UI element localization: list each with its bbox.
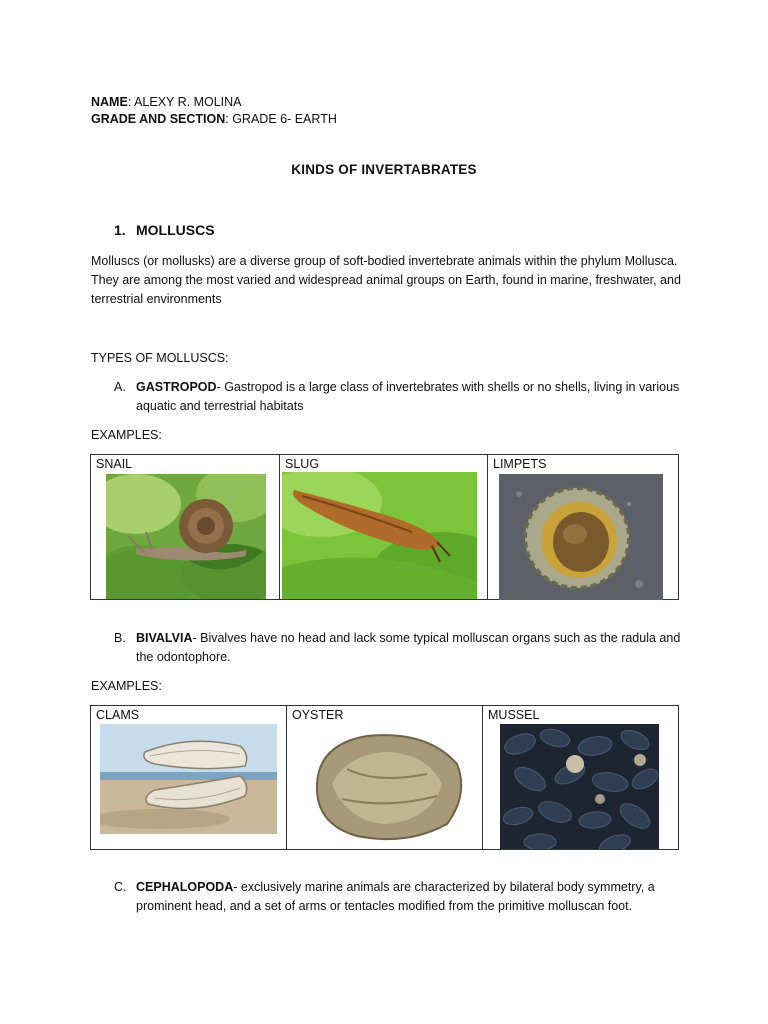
example-label: CLAMS: [96, 708, 140, 722]
oyster-image: [297, 724, 470, 848]
example-cell-limpets: [488, 455, 679, 600]
mussel-image: [500, 724, 659, 849]
section-number: 1.: [114, 222, 126, 238]
example-cell-oyster: [287, 706, 483, 850]
limpet-image: [499, 474, 663, 600]
type-letter: A.: [114, 380, 126, 394]
section-heading: [114, 222, 215, 238]
examples-table-gastropod: [90, 454, 679, 600]
example-label: OYSTER: [292, 708, 344, 722]
example-cell-slug: [280, 455, 488, 600]
type-description: - exclusively marine animals are characterized by bilateral body symmetry, a prominent head, and a set of arms or tentacles modified from the primitive molluscan foot.: [136, 880, 655, 913]
example-cell-mussel: [483, 706, 679, 850]
type-item-gastropod: [114, 378, 684, 416]
type-description: - Bivalves have no head and lack some typical molluscan organs such as the radula and the odontophore.: [136, 631, 681, 664]
example-label: SLUG: [285, 457, 320, 471]
example-label: MUSSEL: [488, 708, 540, 722]
snail-image: [106, 474, 266, 599]
grade-value: : GRADE 6- EARTH: [225, 112, 337, 126]
type-name: CEPHALOPODA: [136, 880, 234, 894]
type-letter: B.: [114, 631, 126, 645]
slug-image: [282, 472, 477, 599]
type-item-cephalopoda: [114, 878, 684, 916]
grade-label: GRADE AND SECTION: [91, 112, 226, 126]
type-item-bivalvia: [114, 629, 684, 667]
type-name: GASTROPOD: [136, 380, 217, 394]
section-paragraph: Molluscs (or mollusks) are a diverse group of soft-bodied invertebrate animals within the phylum Mollusca. They are among the most varied and widespread animal groups on Earth, found in marine, freshwater, and terrestrial environments: [91, 254, 681, 306]
grade-section-line: [91, 110, 337, 129]
examples-table-bivalvia: [90, 705, 679, 850]
examples-label: EXAMPLES:: [91, 428, 162, 442]
clam-image: [100, 724, 277, 834]
example-cell-snail: [91, 455, 280, 600]
example-label: LIMPETS: [493, 457, 547, 471]
type-name: BIVALVIA: [136, 631, 193, 645]
example-label: SNAIL: [96, 457, 133, 471]
type-letter: C.: [114, 880, 127, 894]
examples-label: EXAMPLES:: [91, 679, 162, 693]
name-label: NAME: [91, 95, 128, 109]
types-label: TYPES OF MOLLUSCS:: [91, 351, 229, 365]
section-title: MOLLUSCS: [136, 222, 215, 238]
example-cell-clams: [91, 706, 287, 850]
name-value: : ALEXY R. MOLINA: [127, 95, 242, 109]
type-description: - Gastropod is a large class of invertebrates with shells or no shells, living in various aquatic and terrestrial habitats: [136, 380, 680, 413]
document-title: KINDS OF INVERTABRATES: [291, 162, 477, 177]
